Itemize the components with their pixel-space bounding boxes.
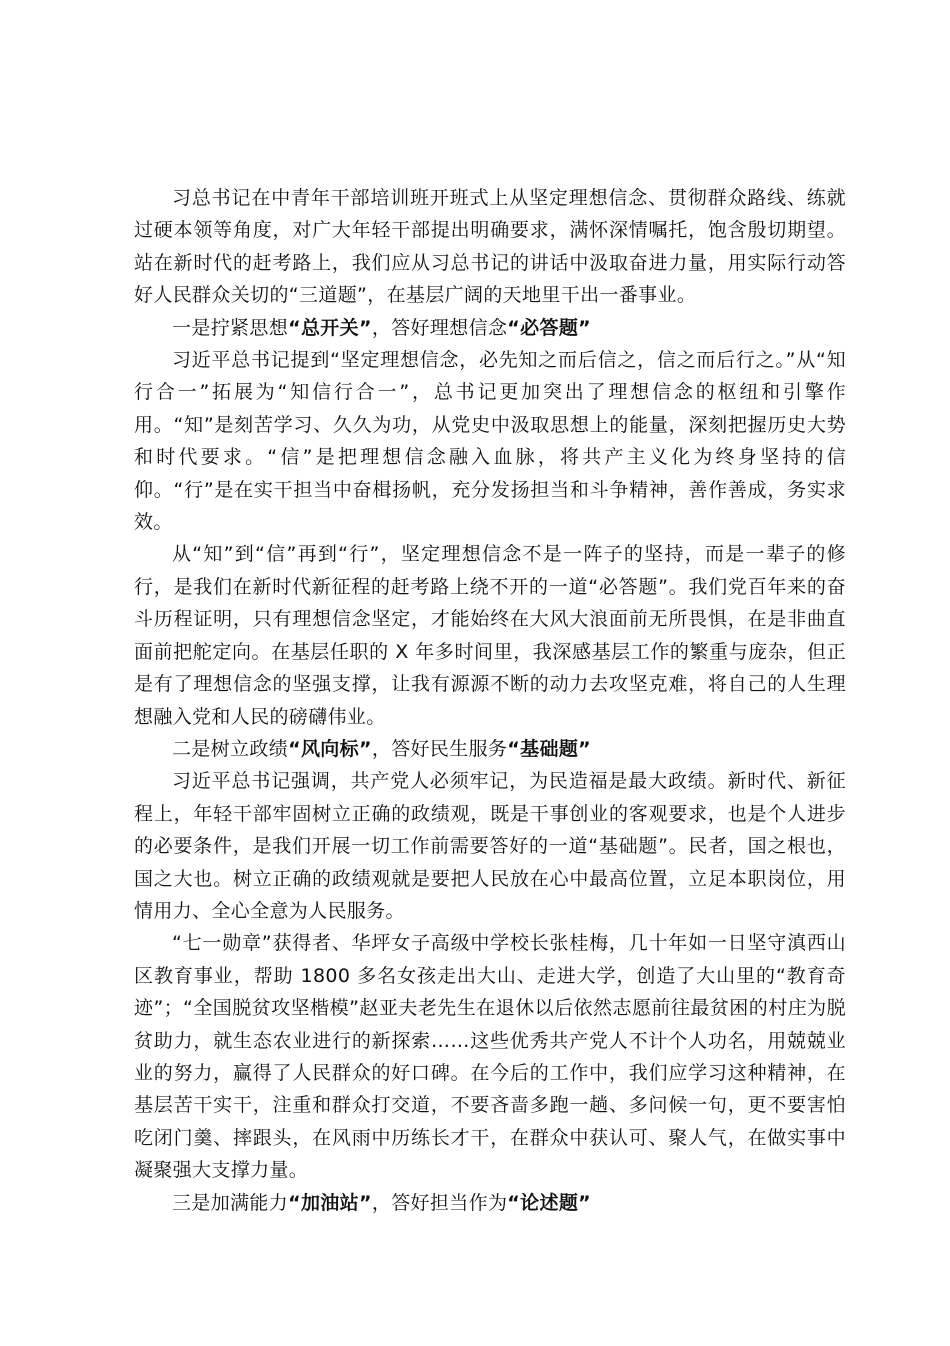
document-body [134,182,846,1219]
heading-3-part2: “加油站” [288,1191,372,1214]
heading-2-part1: 二是树立政绩 [172,737,289,760]
section-1-paragraph-2: 从“知”到“信”再到“行”，坚定理想信念不是一阵子的坚持，而是一辈子的修行，是我们在新时代新征程的赶考路上绕不开的一道“必答题”。我们党百年来的奋斗历程证明，只有理想信念坚定，才能始终在大风大浪面前无所畏惧，在是非曲直面前把舵定向。在基层任职的 X 年多时间里，我深感基层工作的繁重与庞杂，但正是有了理想信念的坚强支撑，让我有源源不断的动力去攻坚克难，将自己的人生理想融入党和人民的磅礴伟业。 [134,543,846,728]
heading-3-part3: ，答好担当作为 [371,1191,508,1214]
section-2-paragraph-1: 习近平总书记强调，共产党人必须牢记，为民造福是最大政绩。新时代、新征程上，年轻干部牢固树立正确的政绩观，既是干事创业的客观要求，也是个人进步的必要条件，是我们开展一切工作前需要答好的一道“基础题”。民者，国之根也，国之大也。树立正确的政绩观就是要把人民放在心中最高位置，立足本职岗位，用情用力、全心全意为人民服务。 [134,770,846,922]
heading-1-part2: “总开关” [288,316,372,339]
heading-2-part2: “风向标” [288,737,372,760]
heading-2-part3: ，答好民生服务 [371,737,508,760]
heading-1-part3: ，答好理想信念 [371,316,508,339]
heading-3-part1: 三是加满能力 [172,1191,289,1214]
intro-paragraph: 习总书记在中青年干部培训班开班式上从坚定理想信念、贯彻群众路线、练就过硬本领等角度，对广大年轻干部提出明确要求，满怀深情嘱托，饱含殷切期望。站在新时代的赶考路上，我们应从习总书记的讲话中汲取奋进力量，用实际行动答好人民群众关切的“三道题”，在基层广阔的天地里干出一番事业。 [134,187,846,307]
heading-1-part1: 一是拧紧思想 [172,316,289,339]
section-heading-3 [134,1187,846,1219]
heading-2-part4: “基础题” [507,737,592,760]
heading-1-part4: “必答题” [507,316,592,339]
section-1-paragraph-1: 习近平总书记提到“坚定理想信念，必先知之而后信之，信之而后行之。”从“知行合一”拓展为“知信行合一”，总书记更加突出了理想信念的枢纽和引擎作用。“知”是刻苦学习、久久为功，从党史中汲取思想上的能量，深刻把握历史大势和时代要求。“信”是把理想信念融入血脉，将共产主义化为终身坚持的信仰。“行”是在实干担当中奋楫扬帆，充分发扬担当和斗争精神，善作善成，务实求效。 [134,349,846,534]
heading-3-part4: “论述题” [507,1191,592,1214]
section-2-paragraph-2: “七一勋章”获得者、华坪女子高级中学校长张桂梅，几十年如一日坚守滇西山区教育事业，帮助 1800 多名女孩走出大山、走进大学，创造了大山里的“教育奇迹”；“全国脱贫攻坚楷模”赵亚夫老先生在退休以后依然志愿前往最贫困的村庄为脱贫助力，就生态农业进行的新探索……这些优秀共产党人不计个人功名，用兢兢业业的努力，赢得了人民群众的好口碑。在今后的工作中，我们应学习这种精神，在基层苦干实干，注重和群众打交道，不要吝啬多跑一趟、多问候一句，更不要害怕吃闭门羹、摔跟头，在风雨中历练长才干，在群众中获认可、聚人气，在做实事中凝聚强大支撑力量。 [134,932,846,1182]
section-heading-1 [134,312,846,344]
section-heading-2 [134,733,846,765]
